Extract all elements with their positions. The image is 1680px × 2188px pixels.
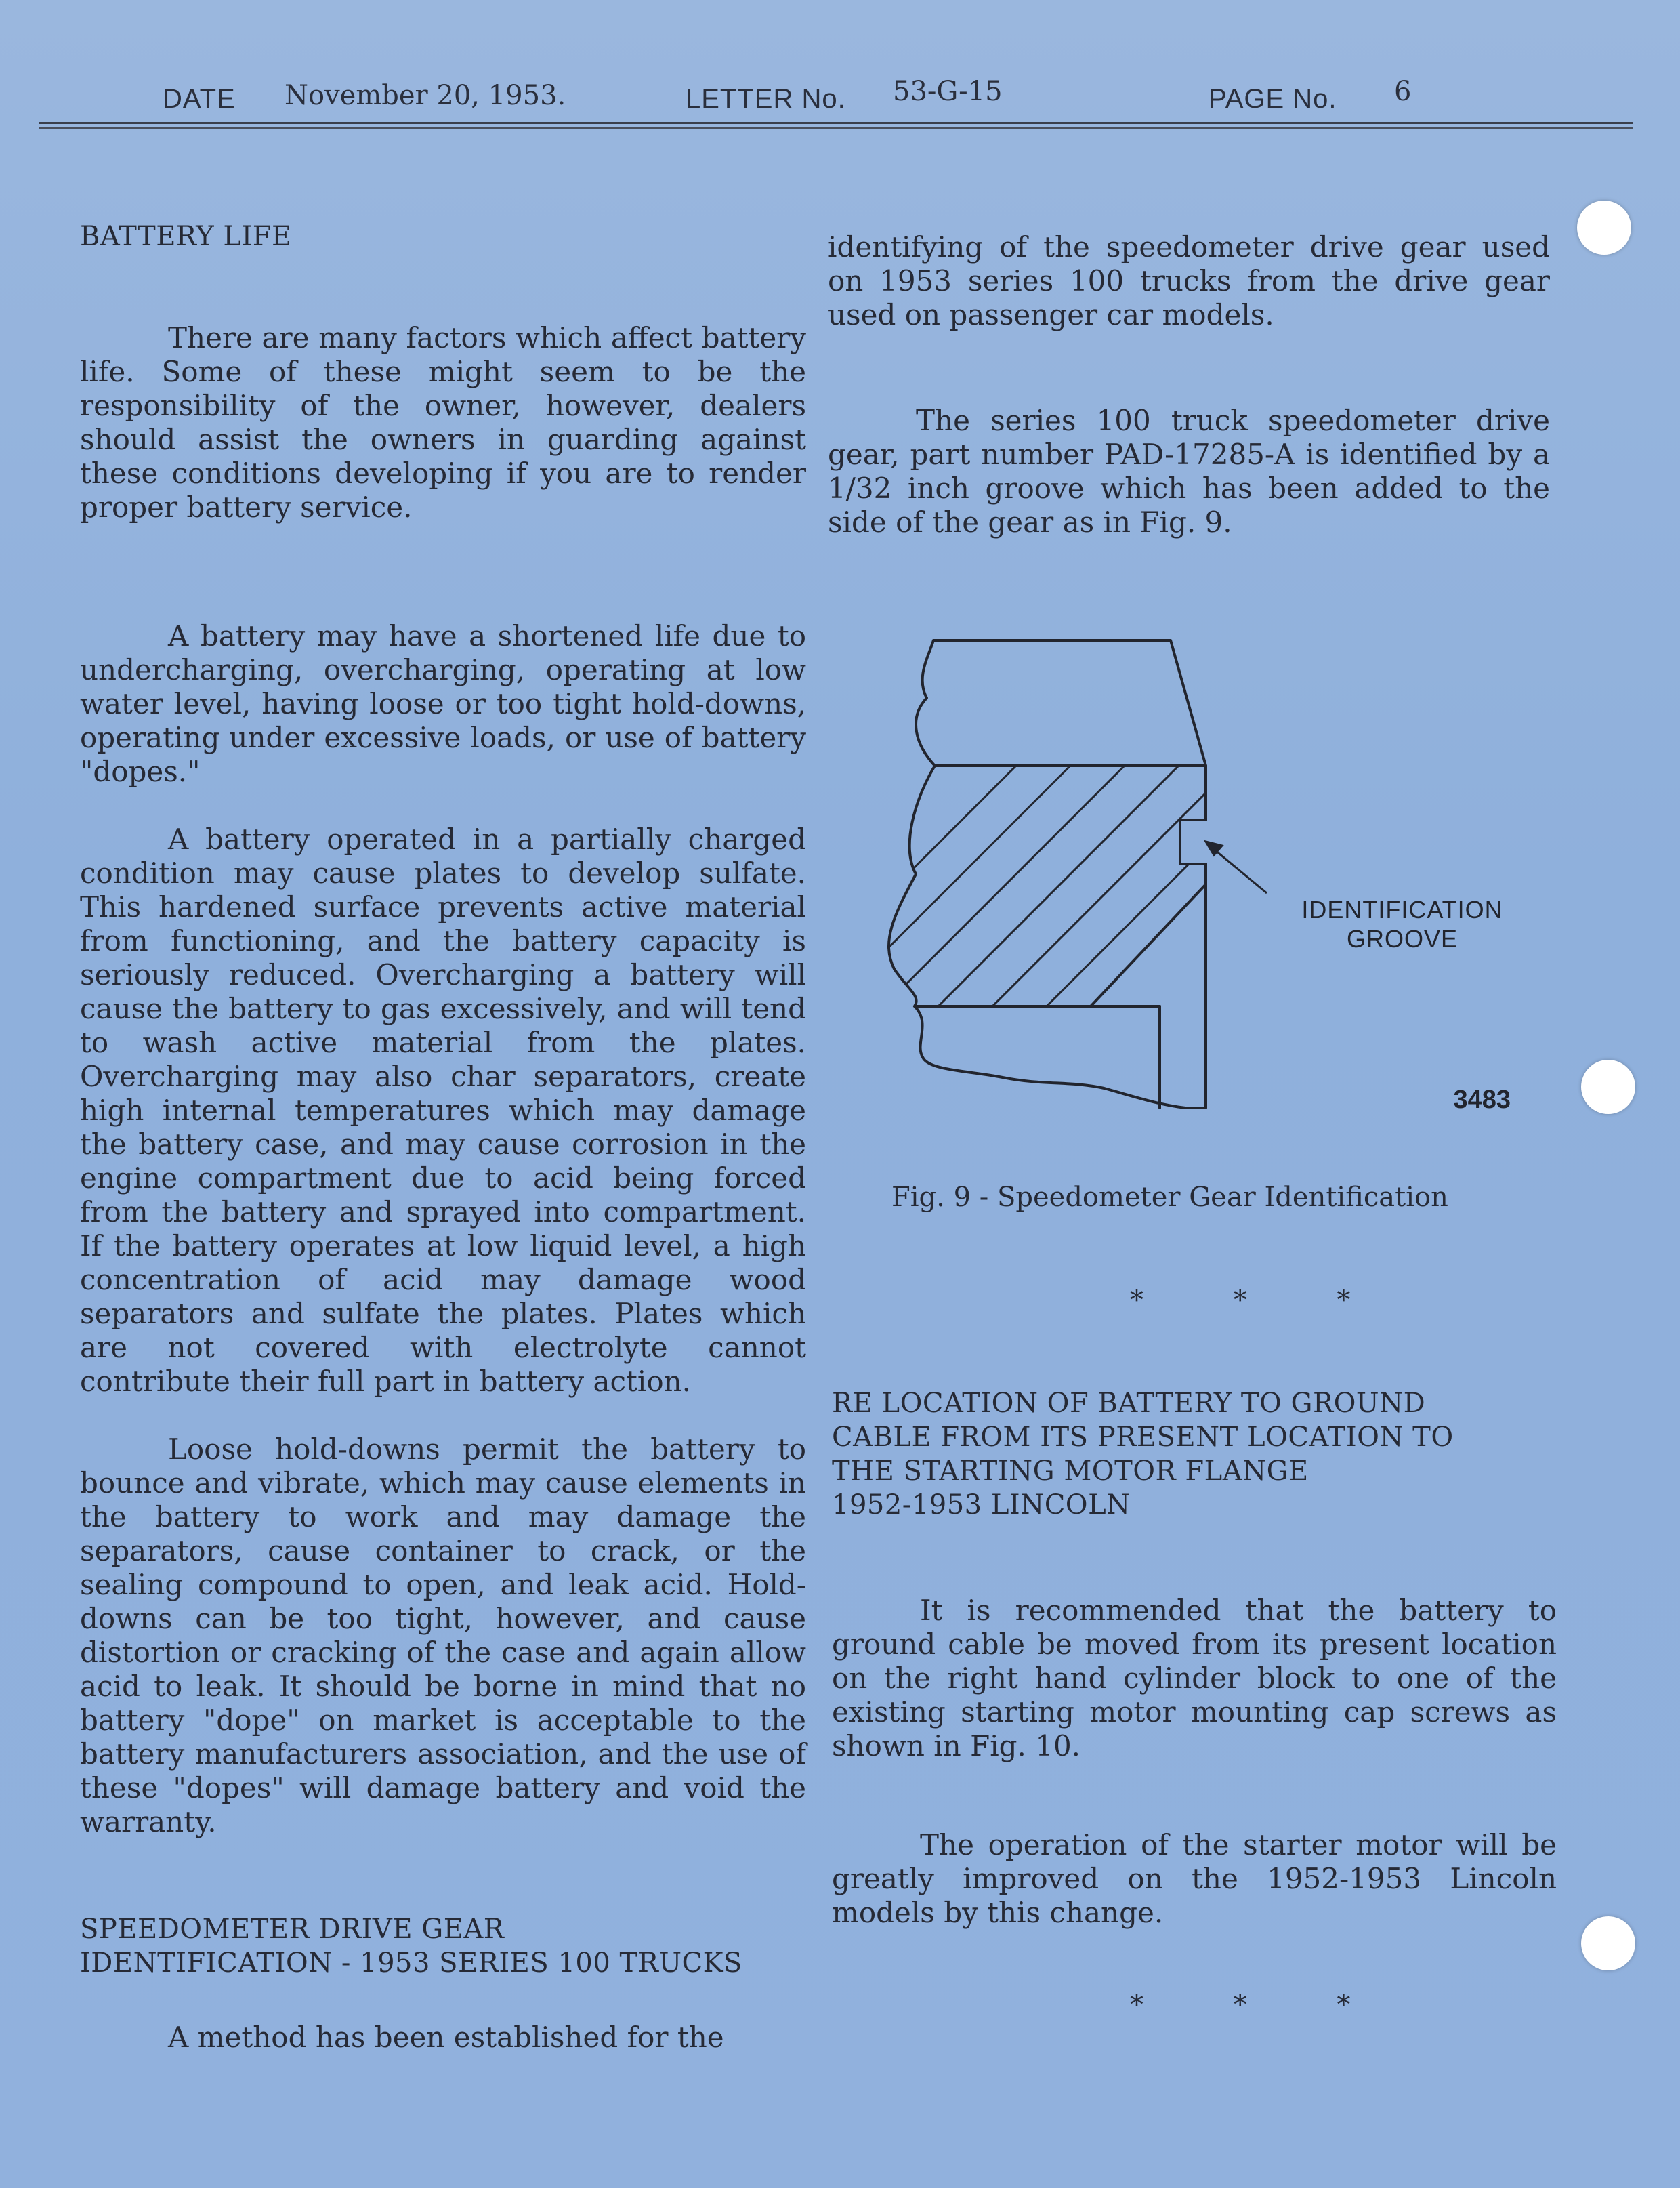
punch-hole <box>1581 1060 1635 1114</box>
battery-paragraph-2: A battery may have a shortened life due to undercharging, overcharging, operating at low water level, having loose or too tight hold-downs, operating under excessive loads, or use of battery "dopes." <box>80 619 806 788</box>
speedometer-gear-figure <box>867 630 1531 1132</box>
header-rule-secondary <box>39 127 1633 129</box>
date-label: DATE <box>163 84 236 114</box>
battery-paragraph-4: Loose hold-downs permit the battery to bounce and vibrate, which may cause elements in the battery to work and may damage the separators, cause container to crack, or the sealing compound to open, and leak acid. Hold-downs can be too tight, however, and cause distortion or cracking of the case and again allow acid to leak. It should be borne in mind that no battery "dope" on market is acceptable to the battery manufacturers association, and the use of these "dopes" will damage battery and void the warranty. <box>80 1432 806 1838</box>
letter-label: LETTER No. <box>686 84 846 114</box>
left-column <box>80 220 806 2055</box>
page-value: 6 <box>1394 76 1412 107</box>
figure-caption: Fig. 9 - Speedometer Gear Identification <box>891 1182 1448 1213</box>
punch-hole <box>1581 1916 1635 1970</box>
speedometer-paragraph-2: identifying of the speedometer drive gear used on 1953 series 100 trucks from the drive gear used on passenger car models. <box>828 230 1550 331</box>
battery-life-heading: BATTERY LIFE <box>80 221 292 252</box>
date-value: November 20, 1953. <box>285 80 566 111</box>
speedometer-heading-line2: IDENTIFICATION - 1953 SERIES 100 TRUCKS <box>80 1947 742 1979</box>
battery-paragraph-3: A battery operated in a partially charged condition may cause plates to develop sulfate. This hardened surface prevents active material from functioning, and the battery capacity is seriously reduced. Overcharging a battery will cause the battery to gas excessively, and will tend to wash active material from the plates. Overcharging may also char separators, create high internal temperatures which may damage the battery case, and may cause corrosion in the engine compartment due to acid being forced from the battery and sprayed into compartment. If the battery operates at low liquid level, a high concentration of acid may damage wood separators and sulfate the plates. Plates which are not covered with electrolyte cannot contribute their full part in battery action. <box>80 823 806 1398</box>
relocation-paragraph-2: The operation of the starter motor will be greatly improved on the 1952-1953 Lincoln models by this change. <box>832 1828 1557 1929</box>
speedometer-paragraph-1: A method has been established for the <box>168 2021 724 2054</box>
figure-label-line1: IDENTIFICATION <box>1301 896 1503 924</box>
page-label: PAGE No. <box>1209 84 1337 114</box>
relocation-heading-line4: 1952-1953 LINCOLN <box>832 1489 1131 1521</box>
letter-value: 53-G-15 <box>893 76 1003 107</box>
header-rule <box>39 122 1633 124</box>
relocation-heading-line2: CABLE FROM ITS PRESENT LOCATION TO <box>832 1422 1454 1453</box>
speedometer-paragraph-3: The series 100 truck speedometer drive gear, part number PAD-17285-A is identified by a 1/32 inch groove which has been added to the side of the gear as in Fig. 9. <box>828 404 1550 539</box>
punch-hole <box>1577 201 1631 255</box>
letter-header <box>0 73 1680 127</box>
figure-number: 3483 <box>1453 1086 1511 1114</box>
relocation-paragraph-1: It is recommended that the battery to ground cable be moved from its present location on the right hand cylinder block to one of the existing starting motor mounting cap screws as shown in Fig. 10. <box>832 1594 1557 1762</box>
relocation-heading-line3: THE STARTING MOTOR FLANGE <box>832 1456 1309 1487</box>
relocation-heading-line1: RE LOCATION OF BATTERY TO GROUND <box>832 1388 1426 1419</box>
right-column <box>828 230 1550 539</box>
battery-paragraph-1: There are many factors which affect battery life. Some of these might seem to be the responsibility of the owner, however, dealers should assist the owners in guarding against these conditions developing if you are to render proper battery service. <box>80 321 806 524</box>
relocation-section <box>832 1386 1557 1930</box>
section-divider: * * * <box>1130 1989 1391 2021</box>
figure-label-line2: GROOVE <box>1346 925 1458 953</box>
section-divider: * * * <box>1130 1285 1391 1316</box>
speedometer-heading-line1: SPEEDOMETER DRIVE GEAR <box>80 1914 505 1945</box>
